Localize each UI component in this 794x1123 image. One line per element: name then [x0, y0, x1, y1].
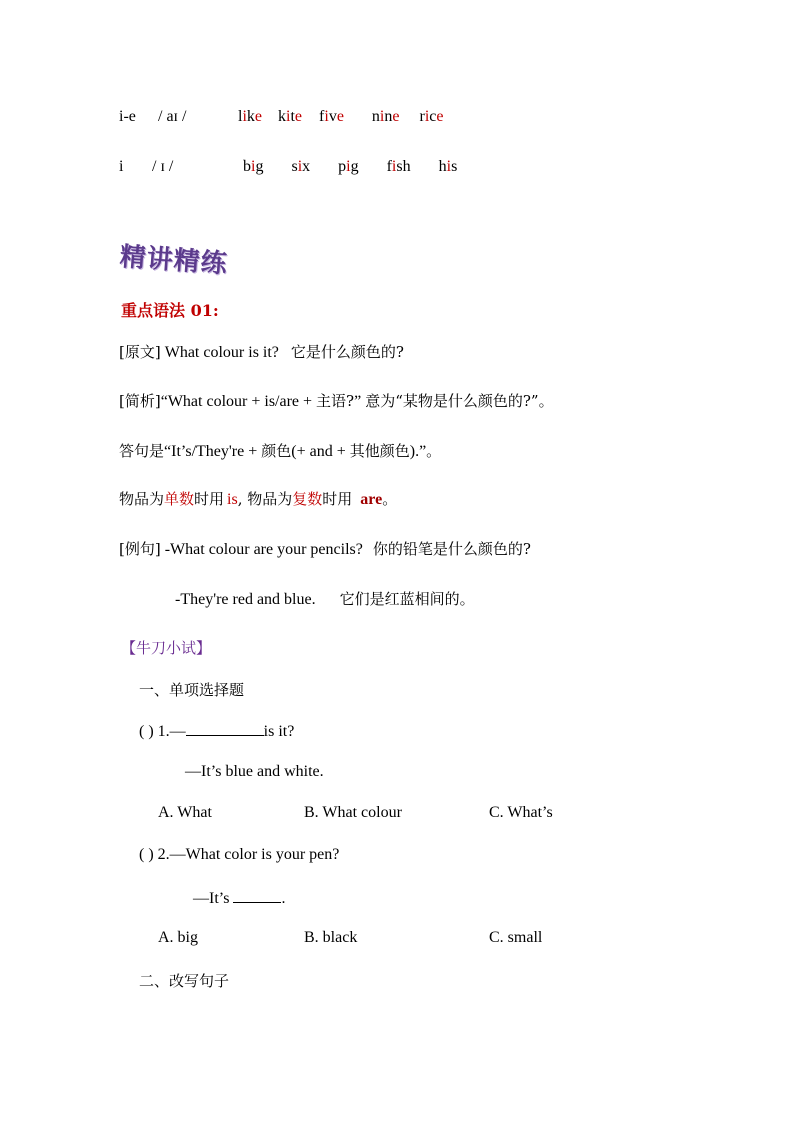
answer-paren[interactable]: ( ): [139, 846, 154, 863]
example-answer-cn: 它们是红蓝相间的。: [339, 590, 475, 608]
original-tag: [原文]: [119, 343, 161, 361]
phonics-word: rice: [419, 108, 444, 125]
phonics-row-1: [119, 108, 136, 126]
reply-text: —It’s: [193, 890, 230, 907]
original-english: What colour is it?: [164, 344, 279, 361]
question-stem: —What color is your pen?: [169, 846, 340, 863]
rule-are: are: [360, 491, 383, 508]
rule-text: 物品为: [119, 490, 165, 508]
fill-blank[interactable]: [186, 721, 264, 736]
original-chinese: 它是什么颜色的?: [290, 343, 404, 361]
example-answer-en: -They're red and blue.: [175, 591, 316, 608]
question-2-reply: [193, 888, 285, 908]
answer-paren[interactable]: ( ): [139, 723, 154, 740]
option-b[interactable]: B. What colour: [304, 804, 402, 821]
section-title: 精讲精练: [118, 242, 229, 280]
part2-title: 二、改写句子: [139, 972, 230, 990]
question-stem: —: [169, 723, 186, 740]
rule-plural: 复数: [292, 490, 323, 508]
answer-and: (+ and +: [291, 443, 346, 460]
example-question-cn: 你的铅笔是什么颜色的?: [372, 540, 531, 558]
option-b[interactable]: B. black: [304, 929, 358, 946]
phonics-word: six: [291, 158, 311, 175]
rule-singular: 单数: [164, 490, 195, 508]
phonics-pattern: i: [119, 158, 124, 175]
question-number: 2.: [157, 846, 170, 863]
phonics-word: big: [243, 158, 264, 175]
phonics-word: fish: [386, 158, 411, 175]
option-a[interactable]: A. What: [158, 804, 212, 821]
phonics-word: five: [319, 108, 344, 125]
grammar-heading: 重点语法 01:: [121, 301, 219, 320]
answer-start: “It’s/They're +: [164, 443, 258, 460]
rule-text: 时用: [194, 490, 225, 508]
answer-label: 答句是: [119, 442, 165, 460]
answer-pattern-line: [119, 440, 441, 461]
analysis-line: [119, 390, 554, 411]
question-1: [139, 721, 294, 741]
usage-rule-line: [119, 488, 397, 509]
phonics-word: kite: [278, 108, 303, 125]
phonics-word: pig: [338, 158, 359, 175]
option-a[interactable]: A. big: [158, 929, 198, 946]
question-stem: is it?: [263, 723, 295, 740]
option-c[interactable]: C. small: [489, 929, 543, 946]
phonics-word: like: [238, 108, 263, 125]
phonics-word-list: [238, 108, 443, 126]
original-line: [119, 341, 404, 362]
phonics-pattern: i-e: [119, 108, 136, 125]
part1-title: 一、单项选择题: [139, 681, 245, 699]
example-answer-line: [175, 588, 475, 609]
example-tag: [例句]: [119, 540, 161, 558]
practice-heading: 【牛刀小试】: [121, 639, 212, 657]
rule-text: , 物品为: [237, 490, 293, 508]
analysis-tag: [简析]: [119, 392, 161, 410]
analysis-english: “What colour + is/are +: [160, 393, 313, 410]
rule-is: is: [227, 491, 238, 508]
answer-end: ).”: [409, 443, 427, 460]
fill-blank[interactable]: [233, 888, 281, 903]
rule-text: 时用: [322, 490, 353, 508]
phonics-ipa: / aɪ /: [158, 108, 187, 125]
answer-period: 。: [426, 442, 442, 460]
rule-text: 。: [382, 490, 398, 508]
phonics-word: nine: [371, 108, 400, 125]
answer-colour: 颜色: [261, 442, 292, 460]
phonics-word: his: [438, 158, 458, 175]
phonics-ipa: / ɪ /: [152, 158, 174, 175]
answer-other-colour: 其他颜色: [349, 442, 410, 460]
analysis-subject: 主语?: [316, 392, 355, 410]
option-c[interactable]: C. What’s: [489, 804, 553, 821]
analysis-quote: ”: [354, 393, 362, 410]
example-question-en: -What colour are your pencils?: [164, 541, 363, 558]
phonics-word-list: [243, 158, 457, 176]
analysis-meaning: 意为“某物是什么颜色的?”。: [365, 392, 554, 410]
example-question-line: [119, 538, 531, 559]
question-1-reply: —It’s blue and white.: [185, 763, 324, 780]
reply-text: .: [281, 890, 286, 907]
question-number: 1.: [157, 723, 170, 740]
question-2: [139, 846, 339, 864]
